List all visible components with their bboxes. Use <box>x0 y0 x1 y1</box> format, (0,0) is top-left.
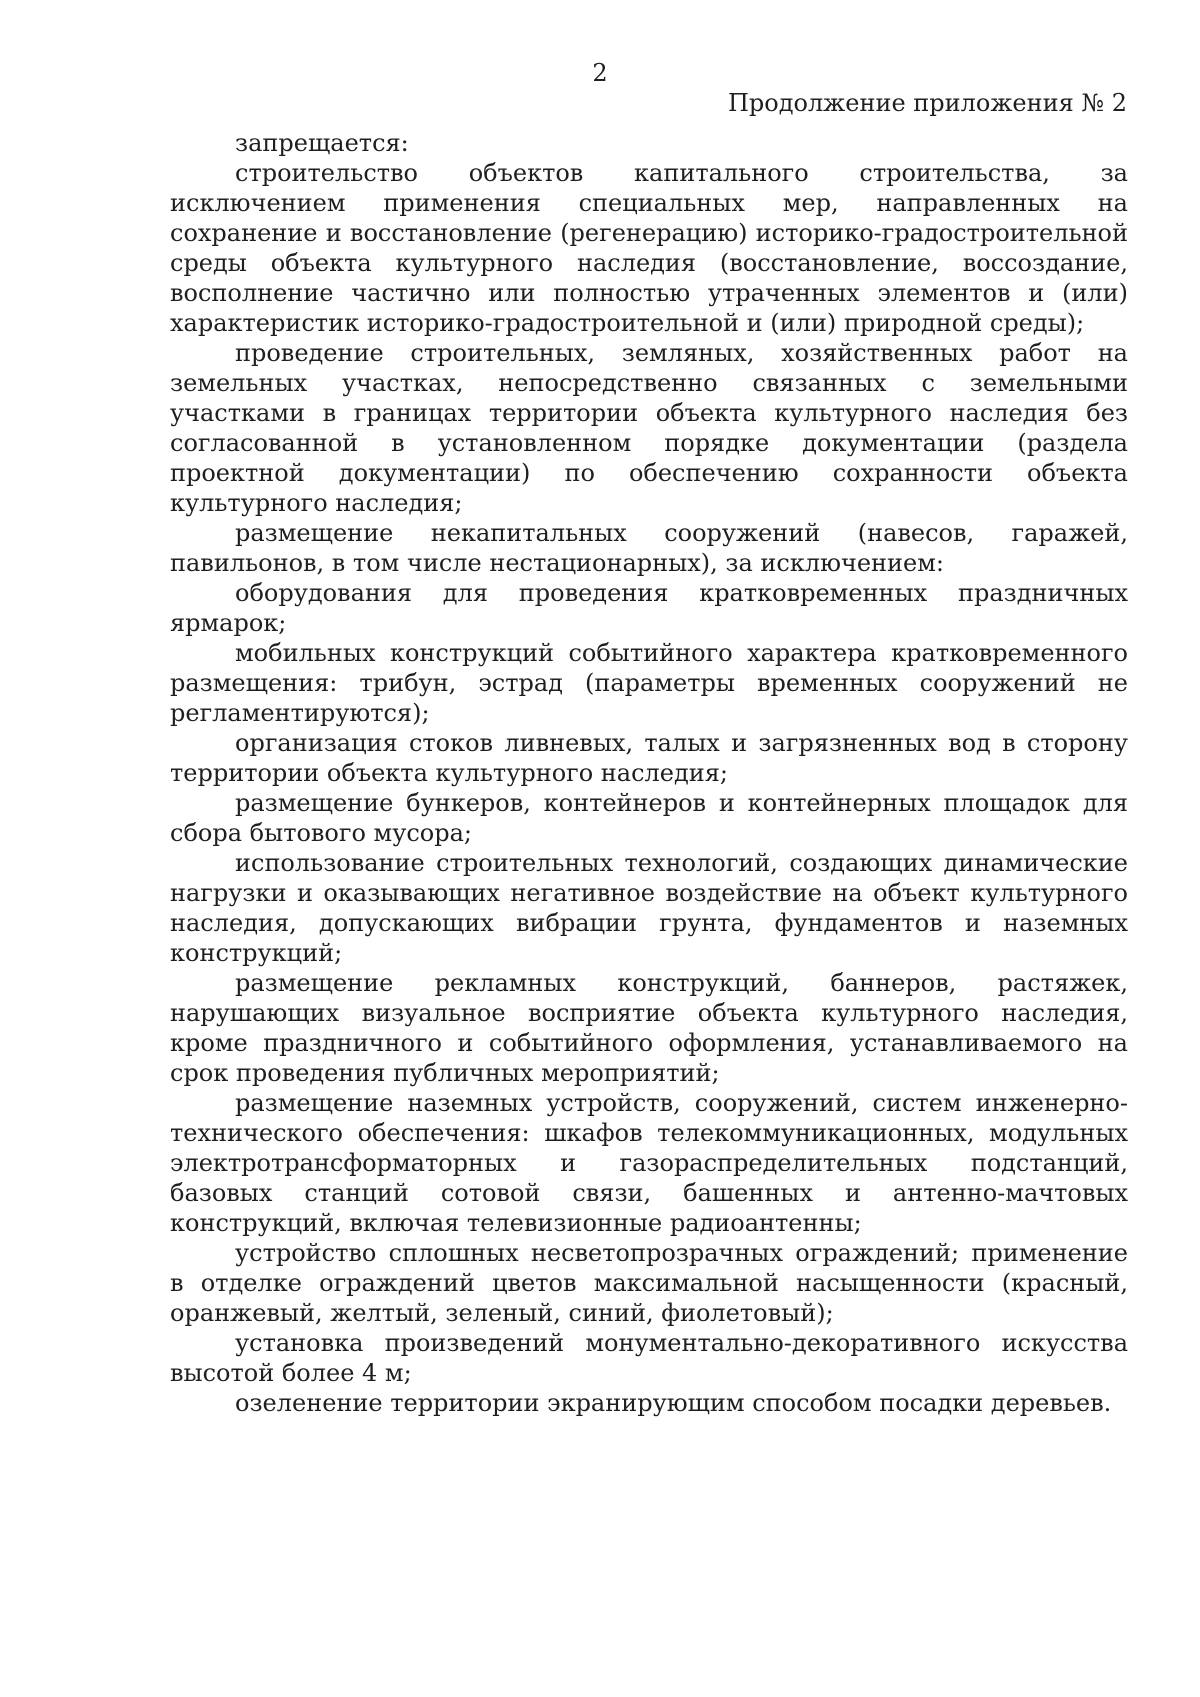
document-body <box>170 128 1128 1418</box>
paragraph: размещение бункеров, контейнеров и контейнерных площадок для сбора бытового мусора; <box>170 789 1128 847</box>
paragraph: размещение наземных устройств, сооружений, систем инженерно-технического обеспечения: шкафов телекоммуникационных, модульных электротрансформаторных и газораспределительных подстанций, базовых станций сотовой связи, башенных и антенно-мачтовых конструкций, включая телевизионные радиоантенны; <box>170 1089 1128 1237</box>
paragraph: размещение некапитальных сооружений (навесов, гаражей, павильонов, в том числе нестационарных), за исключением: <box>170 519 1128 577</box>
page-number: 2 <box>592 59 608 87</box>
paragraph: запрещается: <box>235 129 409 157</box>
paragraph: мобильных конструкций событийного характера кратковременного размещения: трибун, эстрад (параметры временных сооружений не регламентируются); <box>170 639 1128 727</box>
paragraph: оборудования для проведения кратковременных праздничных ярмарок; <box>170 579 1128 637</box>
paragraph: установка произведений монументально-декоративного искусства высотой более 4 м; <box>170 1329 1128 1387</box>
paragraph: проведение строительных, земляных, хозяйственных работ на земельных участках, непосредственно связанных с земельными участками в границах территории объекта культурного наследия без согласованной в установленном порядке документации (раздела проектной документации) по обеспечению сохранности объекта культурного наследия; <box>170 339 1128 517</box>
paragraph: озеленение территории экранирующим способом посадки деревьев. <box>235 1389 1112 1417</box>
appendix-header: Продолжение приложения № 2 <box>727 89 1127 117</box>
paragraph: организация стоков ливневых, талых и загрязненных вод в сторону территории объекта культурного наследия; <box>170 729 1128 787</box>
paragraph: строительство объектов капитального строительства, за исключением применения специальных мер, направленных на сохранение и восстановление (регенерацию) историко-градостроительной среды объекта культурного наследия (восстановление, воссоздание, восполнение частично или полностью утраченных элементов и (или) характеристик историко-градостроительной и (или) природной среды); <box>170 159 1128 337</box>
paragraph: размещение рекламных конструкций, баннеров, растяжек, нарушающих визуальное восприятие объекта культурного наследия, кроме праздничного и событийного оформления, устанавливаемого на срок проведения публичных мероприятий; <box>170 969 1128 1087</box>
paragraph: использование строительных технологий, создающих динамические нагрузки и оказывающих негативное воздействие на объект культурного наследия, допускающих вибрации грунта, фундаментов и наземных конструкций; <box>170 849 1128 967</box>
paragraph: устройство сплошных несветопрозрачных ограждений; применение в отделке ограждений цветов максимальной насыщенности (красный, оранжевый, желтый, зеленый, синий, фиолетовый); <box>170 1239 1128 1327</box>
